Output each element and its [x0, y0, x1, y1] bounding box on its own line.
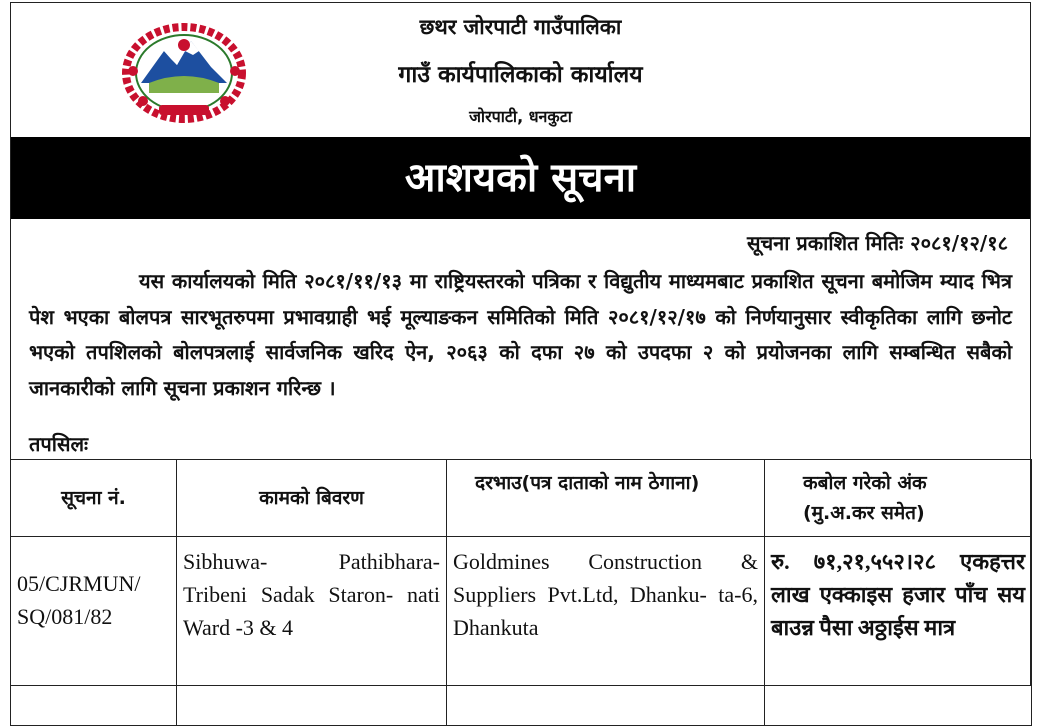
municipality-name: छथर जोरपाटी गाउँपालिका: [419, 15, 622, 39]
notice-number-cell: 05/CJRMUN/ SQ/081/82: [11, 537, 177, 726]
table-row: [11, 537, 1032, 726]
notice-document: [10, 2, 1031, 686]
bid-table: [10, 459, 1032, 726]
work-description-cell: Sibhuwa- Pathibhara- Tribeni Sadak Staron- nati Ward -3 & 4: [177, 537, 447, 726]
office-name: गाउँ कार्यपालिकाको कार्यालय: [398, 62, 643, 88]
notice-title-banner: आशयको सूचना: [11, 137, 1030, 219]
bidder-cell: Goldmines Construction & Suppliers Pvt.Ltd, Dhanku- ta-6, Dhankuta: [447, 537, 765, 726]
header-amount: कबोल गरेको अंक (मु.अ.कर समेत): [765, 460, 1032, 537]
notice-body: यस कार्यालयको मिति २०८१/११/१३ मा राष्ट्रियस्तरको पत्रिका र विद्युतीय माध्यमबाट प्रकाशित सूचना बमोजिम म्याद भित्र पेश भएका बोलपत्र सारभूतरुपमा प्रभावग्राही भई मूल्याङकन समितिको मिति २०८१/१२/१७ को निर्णयानुसार स्वीकृतिका लागि छनोट भएको तपशिलको बोलपत्रलाई सार्वजनिक खरिद ऐन, २०६३ को दफा २७ को उपदफा २ को प्रयोजनका लागि सम्बन्धित सबैको जानकारीको लागि सूचना प्रकाशन गरिन्छ ।: [29, 269, 1012, 400]
header-notice-no: सूचना नं.: [11, 460, 177, 537]
published-date: सूचना प्रकाशित मितिः २०८१/१२/१८: [746, 231, 1008, 255]
table-header-row: [11, 460, 1032, 537]
header-description: कामको बिवरण: [177, 460, 447, 537]
bid-amount-cell: रु. ७१,२१,५५२।२८ एकहत्तर लाख एक्काइस हजार पाँच सय बाउन्न पैसा अठ्ठाईस मात्र: [765, 537, 1032, 726]
letterhead: [11, 3, 1030, 137]
details-label: तपसिलः: [29, 432, 89, 456]
header-bidder: दरभाउ(पत्र दाताको नाम ठेगाना): [447, 460, 765, 537]
office-address: जोरपाटी, धनकुटा: [469, 107, 572, 126]
